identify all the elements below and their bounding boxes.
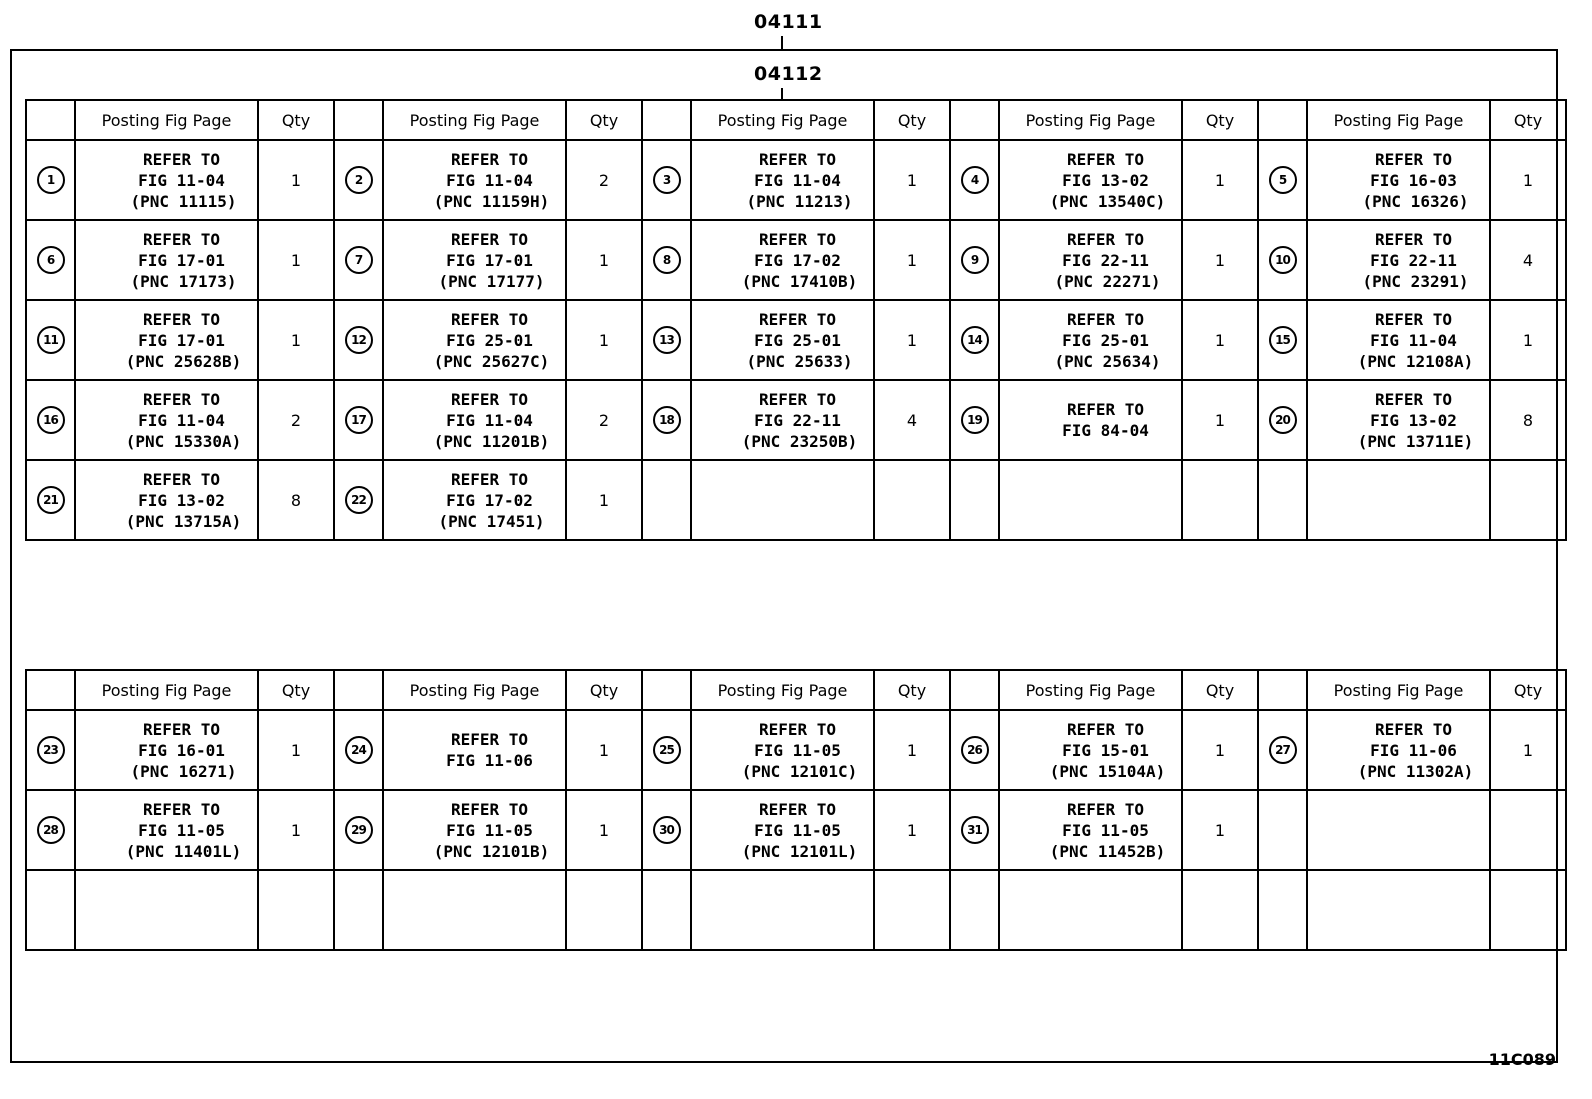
posting-reference-cell [1307, 300, 1490, 380]
posting-reference-cell [1307, 710, 1490, 790]
fig-reference: FIG 16-03 [1370, 170, 1457, 190]
item-number-badge: 29 [345, 816, 373, 844]
table-row [26, 380, 1566, 460]
qty-cell: 1 [566, 710, 642, 790]
assembly-label-04111: 04111 [754, 11, 823, 33]
header-number-cell [1258, 100, 1307, 140]
pnc-reference: (PNC 17173) [130, 271, 237, 291]
qty-cell [1182, 460, 1258, 540]
item-number-cell [334, 140, 383, 220]
item-number-cell [334, 790, 383, 870]
item-number-cell [26, 870, 75, 950]
refer-to-text: REFER TO [142, 719, 221, 739]
qty-cell: 1 [874, 140, 950, 220]
header-qty: Qty [566, 100, 642, 140]
fig-reference: FIG 11-05 [754, 740, 841, 760]
header-qty: Qty [874, 670, 950, 710]
posting-reference-cell [75, 460, 258, 540]
item-number-badge: 6 [37, 246, 65, 274]
item-number-cell [1258, 870, 1307, 950]
item-number-cell [1258, 790, 1307, 870]
item-number-badge: 23 [37, 736, 65, 764]
item-number-cell [334, 300, 383, 380]
pnc-reference: (PNC 13715A) [125, 511, 242, 531]
posting-reference-cell [999, 220, 1182, 300]
qty-cell: 1 [874, 790, 950, 870]
header-qty: Qty [1490, 100, 1566, 140]
fig-reference: FIG 11-05 [446, 820, 533, 840]
qty-cell: 1 [1182, 300, 1258, 380]
qty-cell: 1 [1490, 140, 1566, 220]
pnc-reference: (PNC 11213) [746, 191, 853, 211]
fig-reference: FIG 22-11 [1370, 250, 1457, 270]
item-number-cell [950, 870, 999, 950]
header-posting-fig-page: Posting Fig Page [1307, 670, 1490, 710]
item-number-cell [26, 790, 75, 870]
item-number-badge: 26 [961, 736, 989, 764]
qty-cell: 1 [1182, 220, 1258, 300]
item-number-badge: 24 [345, 736, 373, 764]
item-number-cell [950, 300, 999, 380]
item-number-cell [26, 220, 75, 300]
table-row [26, 710, 1566, 790]
pnc-reference: (PNC 25634) [1054, 351, 1161, 371]
item-number-badge: 28 [37, 816, 65, 844]
fig-reference: FIG 13-02 [1062, 170, 1149, 190]
item-number-cell [950, 710, 999, 790]
posting-reference-cell [691, 460, 874, 540]
item-number-cell [642, 790, 691, 870]
item-number-badge: 31 [961, 816, 989, 844]
item-number-cell [950, 140, 999, 220]
item-number-badge: 1 [37, 166, 65, 194]
qty-cell: 1 [1182, 790, 1258, 870]
fig-reference: FIG 84-04 [1062, 421, 1149, 440]
refer-to-text: REFER TO [758, 229, 837, 249]
fig-reference: FIG 13-02 [138, 490, 225, 510]
posting-reference-cell [691, 790, 874, 870]
posting-reference-cell [999, 710, 1182, 790]
qty-cell: 4 [874, 380, 950, 460]
refer-to-text: REFER TO [1374, 719, 1453, 739]
posting-reference-cell [691, 380, 874, 460]
refer-to-text: REFER TO [450, 229, 529, 249]
posting-reference-cell [1307, 380, 1490, 460]
qty-cell: 2 [566, 140, 642, 220]
refer-to-text: REFER TO [142, 149, 221, 169]
pnc-reference: (PNC 12101L) [741, 841, 858, 861]
pnc-reference: (PNC 13711E) [1357, 431, 1474, 451]
item-number-badge: 10 [1269, 246, 1297, 274]
pnc-reference: (PNC 11302A) [1357, 761, 1474, 781]
qty-cell: 8 [258, 460, 334, 540]
qty-cell: 4 [1490, 220, 1566, 300]
posting-reference-cell [1307, 460, 1490, 540]
pnc-reference: (PNC 25628B) [125, 351, 242, 371]
refer-to-text: REFER TO [142, 309, 221, 329]
qty-cell [1490, 460, 1566, 540]
item-number-cell [642, 220, 691, 300]
qty-cell [1490, 870, 1566, 950]
pnc-reference: (PNC 17410B) [741, 271, 858, 291]
pnc-reference: (PNC 12101B) [433, 841, 550, 861]
qty-cell: 1 [1490, 710, 1566, 790]
qty-cell: 1 [258, 220, 334, 300]
pnc-reference: (PNC 15104A) [1049, 761, 1166, 781]
fig-reference: FIG 11-04 [1370, 330, 1457, 350]
item-number-badge: 2 [345, 166, 373, 194]
header-qty: Qty [1182, 100, 1258, 140]
item-number-cell [1258, 300, 1307, 380]
qty-cell: 8 [1490, 380, 1566, 460]
header-number-cell [334, 100, 383, 140]
posting-reference-cell [999, 870, 1182, 950]
posting-reference-cell [1307, 140, 1490, 220]
item-number-cell [950, 220, 999, 300]
header-posting-fig-page: Posting Fig Page [691, 670, 874, 710]
posting-reference-cell [1307, 870, 1490, 950]
qty-cell: 1 [874, 300, 950, 380]
refer-to-text: REFER TO [142, 229, 221, 249]
posting-reference-cell [999, 140, 1182, 220]
header-qty: Qty [1182, 670, 1258, 710]
refer-to-text: REFER TO [758, 309, 837, 329]
item-number-badge: 25 [653, 736, 681, 764]
fig-reference: FIG 17-02 [754, 250, 841, 270]
item-number-cell [642, 380, 691, 460]
qty-cell: 1 [1182, 710, 1258, 790]
fig-reference: FIG 17-02 [446, 490, 533, 510]
qty-cell: 1 [874, 710, 950, 790]
table-row [26, 220, 1566, 300]
refer-to-text: REFER TO [1066, 400, 1145, 419]
table-row [26, 790, 1566, 870]
item-number-badge: 8 [653, 246, 681, 274]
item-number-cell [334, 710, 383, 790]
pnc-reference: (PNC 16326) [1362, 191, 1469, 211]
header-number-cell [950, 670, 999, 710]
header-posting-fig-page: Posting Fig Page [383, 100, 566, 140]
item-number-badge: 21 [37, 486, 65, 514]
item-number-cell [26, 710, 75, 790]
refer-to-text: REFER TO [450, 149, 529, 169]
posting-reference-cell [691, 870, 874, 950]
fig-reference: FIG 17-01 [138, 330, 225, 350]
posting-reference-cell [383, 790, 566, 870]
qty-cell: 1 [874, 220, 950, 300]
item-number-badge: 7 [345, 246, 373, 274]
item-number-badge: 3 [653, 166, 681, 194]
item-number-badge: 12 [345, 326, 373, 354]
refer-to-text: REFER TO [758, 719, 837, 739]
header-number-cell [26, 670, 75, 710]
posting-reference-cell [1307, 790, 1490, 870]
qty-cell: 2 [258, 380, 334, 460]
item-number-cell [334, 460, 383, 540]
item-number-cell [1258, 140, 1307, 220]
refer-to-text: REFER TO [1066, 309, 1145, 329]
refer-to-text: REFER TO [1374, 149, 1453, 169]
posting-reference-cell [75, 790, 258, 870]
pnc-reference: (PNC 16271) [130, 761, 237, 781]
qty-cell: 1 [1490, 300, 1566, 380]
posting-reference-cell [75, 870, 258, 950]
pnc-reference: (PNC 25633) [746, 351, 853, 371]
fig-reference: FIG 11-05 [1062, 820, 1149, 840]
posting-reference-cell [691, 710, 874, 790]
refer-to-text: REFER TO [1066, 799, 1145, 819]
item-number-cell [642, 140, 691, 220]
item-number-cell [26, 300, 75, 380]
header-number-cell [334, 670, 383, 710]
refer-to-text: REFER TO [142, 799, 221, 819]
item-number-cell [950, 790, 999, 870]
qty-cell: 1 [258, 790, 334, 870]
fig-reference: FIG 11-04 [446, 410, 533, 430]
item-number-badge: 17 [345, 406, 373, 434]
qty-cell: 2 [566, 380, 642, 460]
pnc-reference: (PNC 12101C) [741, 761, 858, 781]
header-qty: Qty [258, 670, 334, 710]
posting-reference-cell [383, 710, 566, 790]
header-posting-fig-page: Posting Fig Page [75, 670, 258, 710]
fig-reference: FIG 17-01 [446, 250, 533, 270]
item-number-cell [642, 870, 691, 950]
qty-cell: 1 [1182, 380, 1258, 460]
refer-to-text: REFER TO [1374, 229, 1453, 249]
table-row [26, 140, 1566, 220]
posting-reference-cell [383, 140, 566, 220]
header-posting-fig-page: Posting Fig Page [999, 100, 1182, 140]
fig-reference: FIG 11-06 [1370, 740, 1457, 760]
qty-cell [566, 870, 642, 950]
fig-reference: FIG 25-01 [446, 330, 533, 350]
qty-cell: 1 [566, 790, 642, 870]
fig-reference: FIG 22-11 [1062, 250, 1149, 270]
item-number-cell [642, 460, 691, 540]
item-number-cell [1258, 710, 1307, 790]
fig-reference: FIG 22-11 [754, 410, 841, 430]
posting-reference-cell [1307, 220, 1490, 300]
item-number-cell [1258, 220, 1307, 300]
posting-reference-cell [999, 380, 1182, 460]
refer-to-text: REFER TO [1374, 389, 1453, 409]
item-number-badge: 4 [961, 166, 989, 194]
qty-cell [1182, 870, 1258, 950]
fig-reference: FIG 25-01 [1062, 330, 1149, 350]
posting-reference-cell [75, 300, 258, 380]
header-qty: Qty [566, 670, 642, 710]
posting-reference-cell [691, 220, 874, 300]
item-number-badge: 15 [1269, 326, 1297, 354]
leader-line-top [781, 36, 783, 50]
item-number-cell [334, 380, 383, 460]
qty-cell [874, 460, 950, 540]
item-number-cell [334, 220, 383, 300]
item-number-cell [26, 460, 75, 540]
refer-to-text: REFER TO [758, 149, 837, 169]
header-qty: Qty [1490, 670, 1566, 710]
header-number-cell [950, 100, 999, 140]
posting-reference-cell [383, 380, 566, 460]
qty-cell: 1 [258, 300, 334, 380]
qty-cell: 1 [1182, 140, 1258, 220]
header-number-cell [26, 100, 75, 140]
refer-to-text: REFER TO [142, 389, 221, 409]
item-number-badge: 13 [653, 326, 681, 354]
posting-reference-cell [999, 790, 1182, 870]
fig-reference: FIG 11-04 [138, 410, 225, 430]
pnc-reference: (PNC 23250B) [741, 431, 858, 451]
refer-to-text: REFER TO [758, 799, 837, 819]
fig-reference: FIG 11-04 [446, 170, 533, 190]
header-qty: Qty [258, 100, 334, 140]
qty-cell [1490, 790, 1566, 870]
header-row [26, 670, 1566, 710]
posting-reference-cell [999, 300, 1182, 380]
posting-reference-cell [383, 870, 566, 950]
table-row [26, 460, 1566, 540]
refer-to-text: REFER TO [1066, 719, 1145, 739]
refer-to-text: REFER TO [1374, 309, 1453, 329]
header-number-cell [642, 670, 691, 710]
header-number-cell [642, 100, 691, 140]
fig-reference: FIG 15-01 [1062, 740, 1149, 760]
item-number-cell [642, 300, 691, 380]
pnc-reference: (PNC 15330A) [125, 431, 242, 451]
pnc-reference: (PNC 11115) [130, 191, 237, 211]
item-number-cell [950, 460, 999, 540]
illustration-code: 11C089 [1488, 1050, 1556, 1069]
refer-to-text: REFER TO [142, 469, 221, 489]
header-posting-fig-page: Posting Fig Page [75, 100, 258, 140]
item-number-cell [26, 380, 75, 460]
item-number-badge: 27 [1269, 736, 1297, 764]
fig-reference: FIG 16-01 [138, 740, 225, 760]
header-posting-fig-page: Posting Fig Page [691, 100, 874, 140]
refer-to-text: REFER TO [450, 309, 529, 329]
pnc-reference: (PNC 11159H) [433, 191, 550, 211]
posting-reference-cell [383, 460, 566, 540]
pnc-reference: (PNC 17451) [438, 511, 545, 531]
table-row [26, 870, 1566, 950]
item-number-cell [950, 380, 999, 460]
item-number-badge: 20 [1269, 406, 1297, 434]
posting-reference-cell [75, 220, 258, 300]
refer-to-text: REFER TO [450, 730, 529, 749]
reference-table-2 [25, 669, 1567, 951]
item-number-badge: 16 [37, 406, 65, 434]
header-posting-fig-page: Posting Fig Page [1307, 100, 1490, 140]
pnc-reference: (PNC 17177) [438, 271, 545, 291]
header-posting-fig-page: Posting Fig Page [383, 670, 566, 710]
qty-cell [258, 870, 334, 950]
pnc-reference: (PNC 11452B) [1049, 841, 1166, 861]
qty-cell [874, 870, 950, 950]
table-row [26, 300, 1566, 380]
item-number-badge: 9 [961, 246, 989, 274]
item-number-badge: 5 [1269, 166, 1297, 194]
fig-reference: FIG 25-01 [754, 330, 841, 350]
posting-reference-cell [691, 300, 874, 380]
header-row [26, 100, 1566, 140]
item-number-cell [1258, 380, 1307, 460]
item-number-cell [642, 710, 691, 790]
item-number-badge: 22 [345, 486, 373, 514]
refer-to-text: REFER TO [1066, 229, 1145, 249]
qty-cell: 1 [566, 220, 642, 300]
item-number-badge: 30 [653, 816, 681, 844]
pnc-reference: (PNC 25627C) [433, 351, 550, 371]
qty-cell: 1 [566, 300, 642, 380]
pnc-reference: (PNC 11401L) [125, 841, 242, 861]
fig-reference: FIG 13-02 [1370, 410, 1457, 430]
posting-reference-cell [383, 300, 566, 380]
item-number-badge: 19 [961, 406, 989, 434]
item-number-badge: 14 [961, 326, 989, 354]
item-number-badge: 11 [37, 326, 65, 354]
refer-to-text: REFER TO [1066, 149, 1145, 169]
refer-to-text: REFER TO [450, 389, 529, 409]
pnc-reference: (PNC 12108A) [1357, 351, 1474, 371]
refer-to-text: REFER TO [450, 469, 529, 489]
fig-reference: FIG 11-05 [138, 820, 225, 840]
pnc-reference: (PNC 11201B) [433, 431, 550, 451]
header-number-cell [1258, 670, 1307, 710]
header-qty: Qty [874, 100, 950, 140]
refer-to-text: REFER TO [758, 389, 837, 409]
fig-reference: FIG 11-04 [138, 170, 225, 190]
item-number-badge: 18 [653, 406, 681, 434]
header-posting-fig-page: Posting Fig Page [999, 670, 1182, 710]
item-number-cell [334, 870, 383, 950]
assembly-label-04112: 04112 [754, 63, 823, 85]
qty-cell: 1 [258, 140, 334, 220]
pnc-reference: (PNC 13540C) [1049, 191, 1166, 211]
posting-reference-cell [691, 140, 874, 220]
qty-cell: 1 [258, 710, 334, 790]
posting-reference-cell [383, 220, 566, 300]
fig-reference: FIG 11-05 [754, 820, 841, 840]
item-number-cell [26, 140, 75, 220]
reference-table-1 [25, 99, 1567, 541]
pnc-reference: (PNC 22271) [1054, 271, 1161, 291]
posting-reference-cell [999, 460, 1182, 540]
posting-reference-cell [75, 710, 258, 790]
pnc-reference: (PNC 23291) [1362, 271, 1469, 291]
refer-to-text: REFER TO [450, 799, 529, 819]
fig-reference: FIG 17-01 [138, 250, 225, 270]
posting-reference-cell [75, 140, 258, 220]
fig-reference: FIG 11-04 [754, 170, 841, 190]
item-number-cell [1258, 460, 1307, 540]
fig-reference: FIG 11-06 [446, 751, 533, 770]
qty-cell: 1 [566, 460, 642, 540]
posting-reference-cell [75, 380, 258, 460]
